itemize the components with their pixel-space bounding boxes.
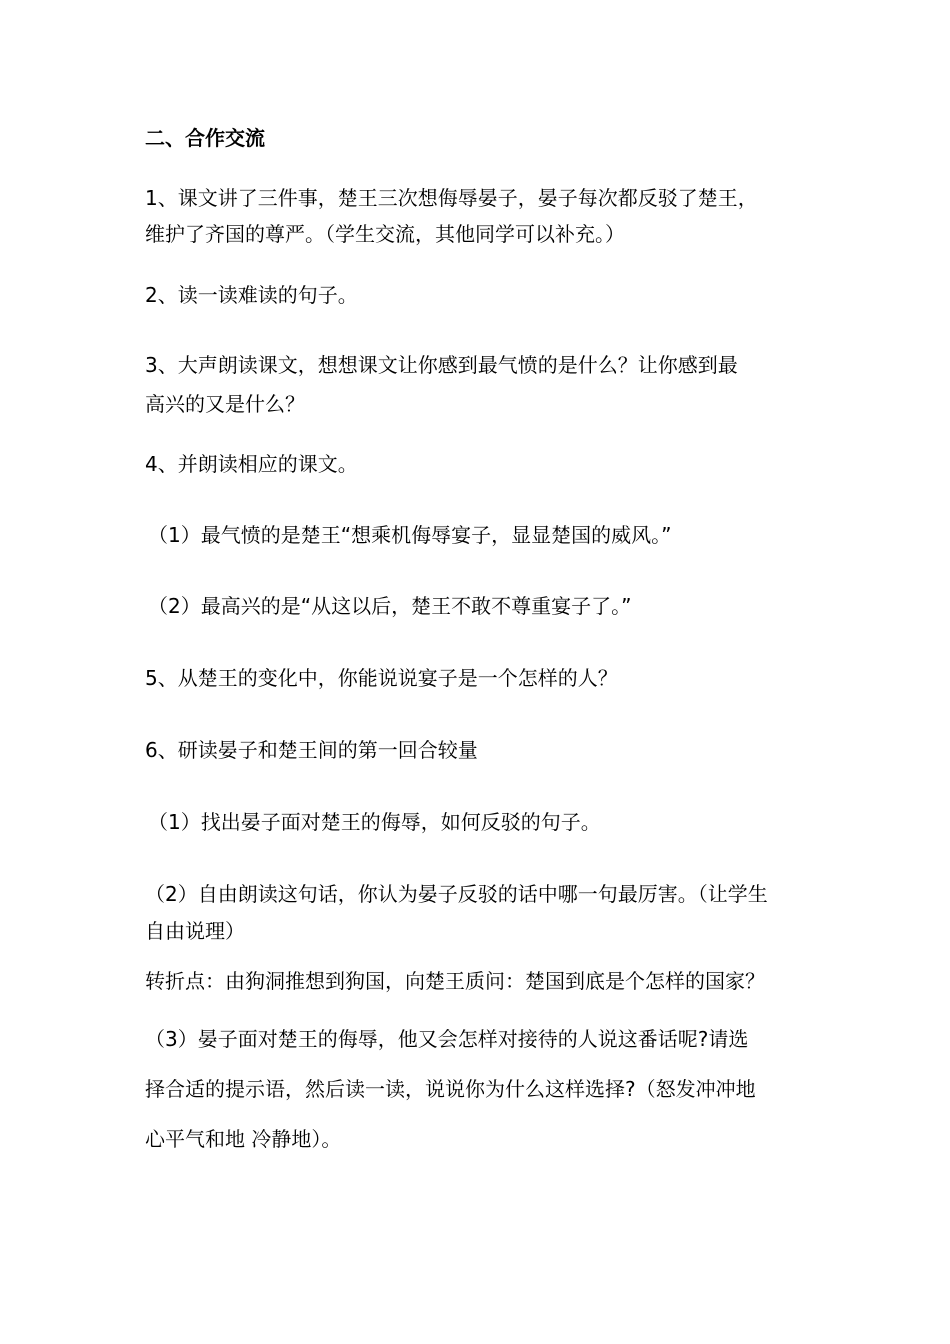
paragraph-line: 3、大声朗读课文，想想课文让你感到最气愤的是什么？让你感到最 <box>145 353 738 377</box>
paragraph-line: （3）晏子面对楚王的侮辱，他又会怎样对接待的人说这番话呢?请选 <box>145 1027 749 1051</box>
paragraph-line: （2）最高兴的是“从这以后，楚王不敢不尊重宴子了。” <box>148 594 632 618</box>
paragraph-line: （1）最气愤的是楚王“想乘机侮辱宴子，显显楚国的威风。” <box>148 523 672 547</box>
paragraph-line: 4、并朗读相应的课文。 <box>145 452 358 476</box>
section-heading: 二、合作交流 <box>145 126 265 150</box>
paragraph-line: 2、读一读难读的句子。 <box>145 283 358 307</box>
paragraph-line: 维护了齐国的尊严。（学生交流，其他同学可以补充。） <box>145 222 625 246</box>
paragraph-line: 心平气和地 冷静地）。 <box>145 1127 342 1151</box>
paragraph-line: 择合适的提示语，然后读一读，说说你为什么这样选择?（怒发冲冲地 <box>145 1077 756 1101</box>
paragraph-line: 高兴的又是什么？ <box>145 392 305 416</box>
paragraph-line: （2）自由朗读这句话，你认为晏子反驳的话中哪一句最厉害。（让学生 <box>145 882 768 906</box>
paragraph-line: 转折点：由狗洞推想到狗国，向楚王质问：楚国到底是个怎样的国家？ <box>145 969 765 993</box>
paragraph-line: 自由说理） <box>145 919 245 943</box>
paragraph-line: 1、课文讲了三件事，楚王三次想侮辱晏子，晏子每次都反驳了楚王， <box>145 186 758 210</box>
paragraph-line: （1）找出晏子面对楚王的侮辱，如何反驳的句子。 <box>148 810 601 834</box>
paragraph-line: 5、从楚王的变化中，你能说说宴子是一个怎样的人？ <box>145 666 618 690</box>
paragraph-line: 6、研读晏子和楚王间的第一回合较量 <box>145 738 478 762</box>
